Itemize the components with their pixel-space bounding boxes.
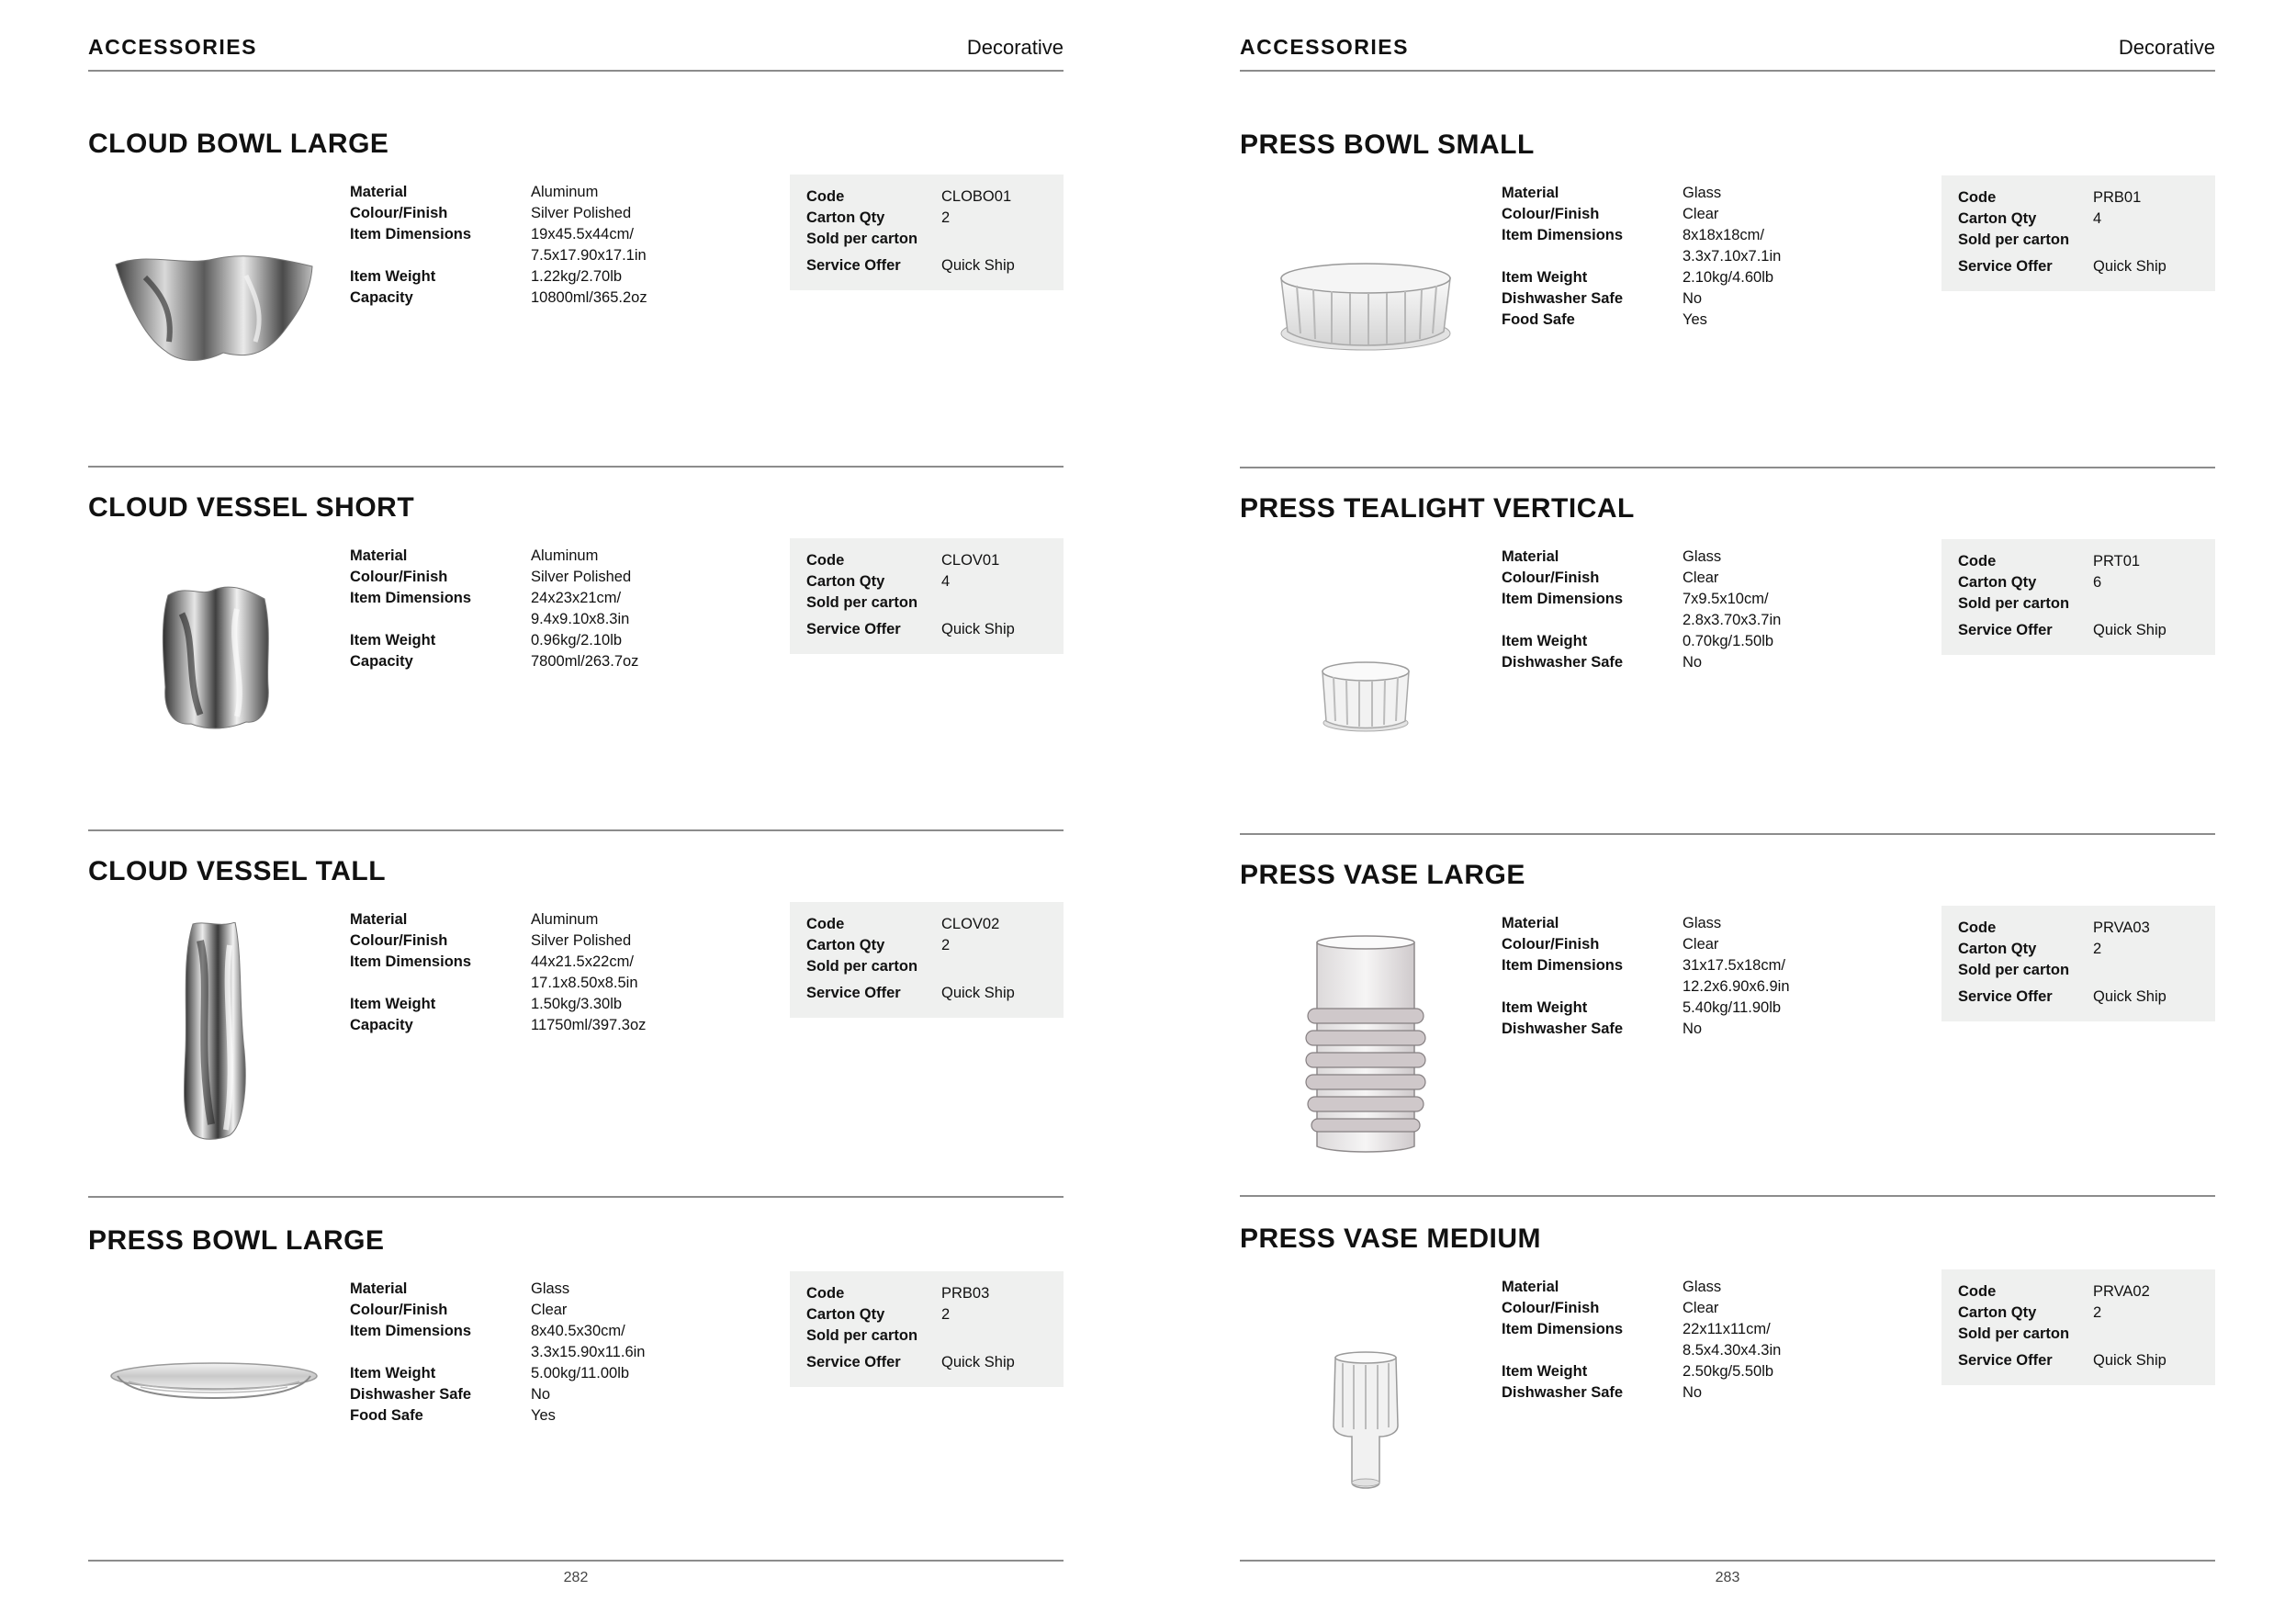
catalog-page-right	[1240, 0, 2215, 1624]
glass-tealight-icon	[1260, 559, 1471, 780]
product-card	[1240, 130, 2215, 405]
metal-tall-vessel-icon	[108, 922, 320, 1143]
order-info-box: Code PRVA02 Carton Qty 2 Sold per carton Service Offer Quick Ship	[1941, 1269, 2215, 1385]
spec-list: Material Glass Colour/Finish Clear Item Dimensions 8x40.5x30cm/ 3.3x15.90x11.6in Item Weight 5.00kg/11.00lb Dishwasher Safe No Food Safe Yes	[350, 1280, 646, 1424]
product-code: PRT01	[2093, 553, 2141, 570]
product-card	[88, 129, 1064, 404]
glass-bowl-icon	[1260, 196, 1471, 416]
spec-list: Material Aluminum Colour/Finish Silver Polished Item Dimensions 44x21.5x22cm/ 17.1x8.50x8.5in Item Weight 1.50kg/3.30lb Capacity 11750ml/397.3oz	[350, 911, 647, 1033]
spec-list: Material Glass Colour/Finish Clear Item Dimensions 22x11x11cm/ 8.5x4.30x4.3in Item Weight 2.50kg/5.50lb Dishwasher Safe No	[1502, 1279, 1782, 1401]
page-header	[1240, 33, 2215, 72]
product-title: CLOUD BOWL LARGE	[88, 129, 389, 159]
metal-vessel-icon	[108, 558, 320, 779]
product-code: PRB01	[2093, 189, 2142, 206]
page-header	[88, 33, 1064, 72]
product-code: CLOBO01	[941, 188, 1012, 205]
order-info-box: Code CLOBO01 Carton Qty 2 Sold per carton Service Offer Quick Ship	[790, 175, 1064, 290]
product-card	[88, 856, 1064, 1132]
order-info-box: Code PRVA03 Carton Qty 2 Sold per carton Service Offer Quick Ship	[1941, 906, 2215, 1021]
product-title: PRESS VASE LARGE	[1240, 860, 1525, 890]
order-info-box: Code PRB03 Carton Qty 2 Sold per carton Service Offer Quick Ship	[790, 1271, 1064, 1387]
divider	[1240, 833, 2215, 835]
section-title: ACCESSORIES	[88, 35, 257, 59]
page-number: 282	[563, 1570, 589, 1585]
product-card	[88, 1225, 1064, 1501]
order-info-box: Code CLOV01 Carton Qty 4 Sold per carton Service Offer Quick Ship	[790, 538, 1064, 654]
order-info-box: Code PRT01 Carton Qty 6 Sold per carton Service Offer Quick Ship	[1941, 539, 2215, 655]
product-code: PRVA03	[2093, 919, 2150, 936]
glass-vase-medium-icon	[1260, 1290, 1471, 1510]
footer-divider	[88, 1560, 1064, 1562]
spec-list: Material Glass Colour/Finish Clear Item Dimensions 7x9.5x10cm/ 2.8x3.70x3.7in Item Weight 0.70kg/1.50lb Dishwasher Safe No	[1502, 548, 1782, 671]
product-title: CLOUD VESSEL SHORT	[88, 492, 415, 523]
product-code: CLOV01	[941, 552, 1000, 569]
product-card	[88, 492, 1064, 768]
spec-list: Material Glass Colour/Finish Clear Item Dimensions 8x18x18cm/ 3.3x7.10x7.1in Item Weight 2.10kg/4.60lb Dishwasher Safe No Food Safe Yes	[1502, 185, 1782, 328]
divider	[1240, 467, 2215, 468]
product-title: PRESS TEALIGHT VERTICAL	[1240, 493, 1635, 524]
product-code: CLOV02	[941, 916, 1000, 932]
spec-list: Material Glass Colour/Finish Clear Item Dimensions 31x17.5x18cm/ 12.2x6.90x6.9in Item Weight 5.40kg/11.90lb Dishwasher Safe No	[1502, 915, 1790, 1037]
product-code: PRVA02	[2093, 1283, 2150, 1300]
product-card	[1240, 1224, 2215, 1499]
footer-divider	[1240, 1560, 2215, 1562]
divider	[88, 1196, 1064, 1198]
page-number: 283	[1715, 1570, 1740, 1585]
product-title: PRESS BOWL SMALL	[1240, 130, 1535, 160]
product-title: PRESS VASE MEDIUM	[1240, 1224, 1541, 1254]
product-card	[1240, 860, 2215, 1135]
metal-bowl-icon	[108, 195, 320, 415]
category-label: Decorative	[2118, 36, 2215, 59]
glass-vase-large-icon	[1260, 935, 1471, 1156]
product-card	[1240, 493, 2215, 769]
divider	[88, 466, 1064, 468]
glass-platter-icon	[108, 1291, 320, 1512]
product-code: PRB03	[941, 1285, 990, 1302]
spec-list: Material Aluminum Colour/Finish Silver Polished Item Dimensions 24x23x21cm/ 9.4x9.10x8.3in Item Weight 0.96kg/2.10lb Capacity 7800ml/263.7oz	[350, 547, 639, 670]
product-title: PRESS BOWL LARGE	[88, 1225, 385, 1256]
order-info-box: Code CLOV02 Carton Qty 2 Sold per carton Service Offer Quick Ship	[790, 902, 1064, 1018]
order-info-box: Code PRB01 Carton Qty 4 Sold per carton Service Offer Quick Ship	[1941, 175, 2215, 291]
category-label: Decorative	[966, 36, 1064, 59]
catalog-page-left	[88, 0, 1064, 1624]
spec-list: Material Aluminum Colour/Finish Silver Polished Item Dimensions 19x45.5x44cm/ 7.5x17.90x17.1in Item Weight 1.22kg/2.70lb Capacity 10800ml/365.2oz	[350, 184, 647, 306]
divider	[88, 829, 1064, 831]
product-title: CLOUD VESSEL TALL	[88, 856, 387, 886]
section-title: ACCESSORIES	[1240, 35, 1409, 59]
divider	[1240, 1195, 2215, 1197]
